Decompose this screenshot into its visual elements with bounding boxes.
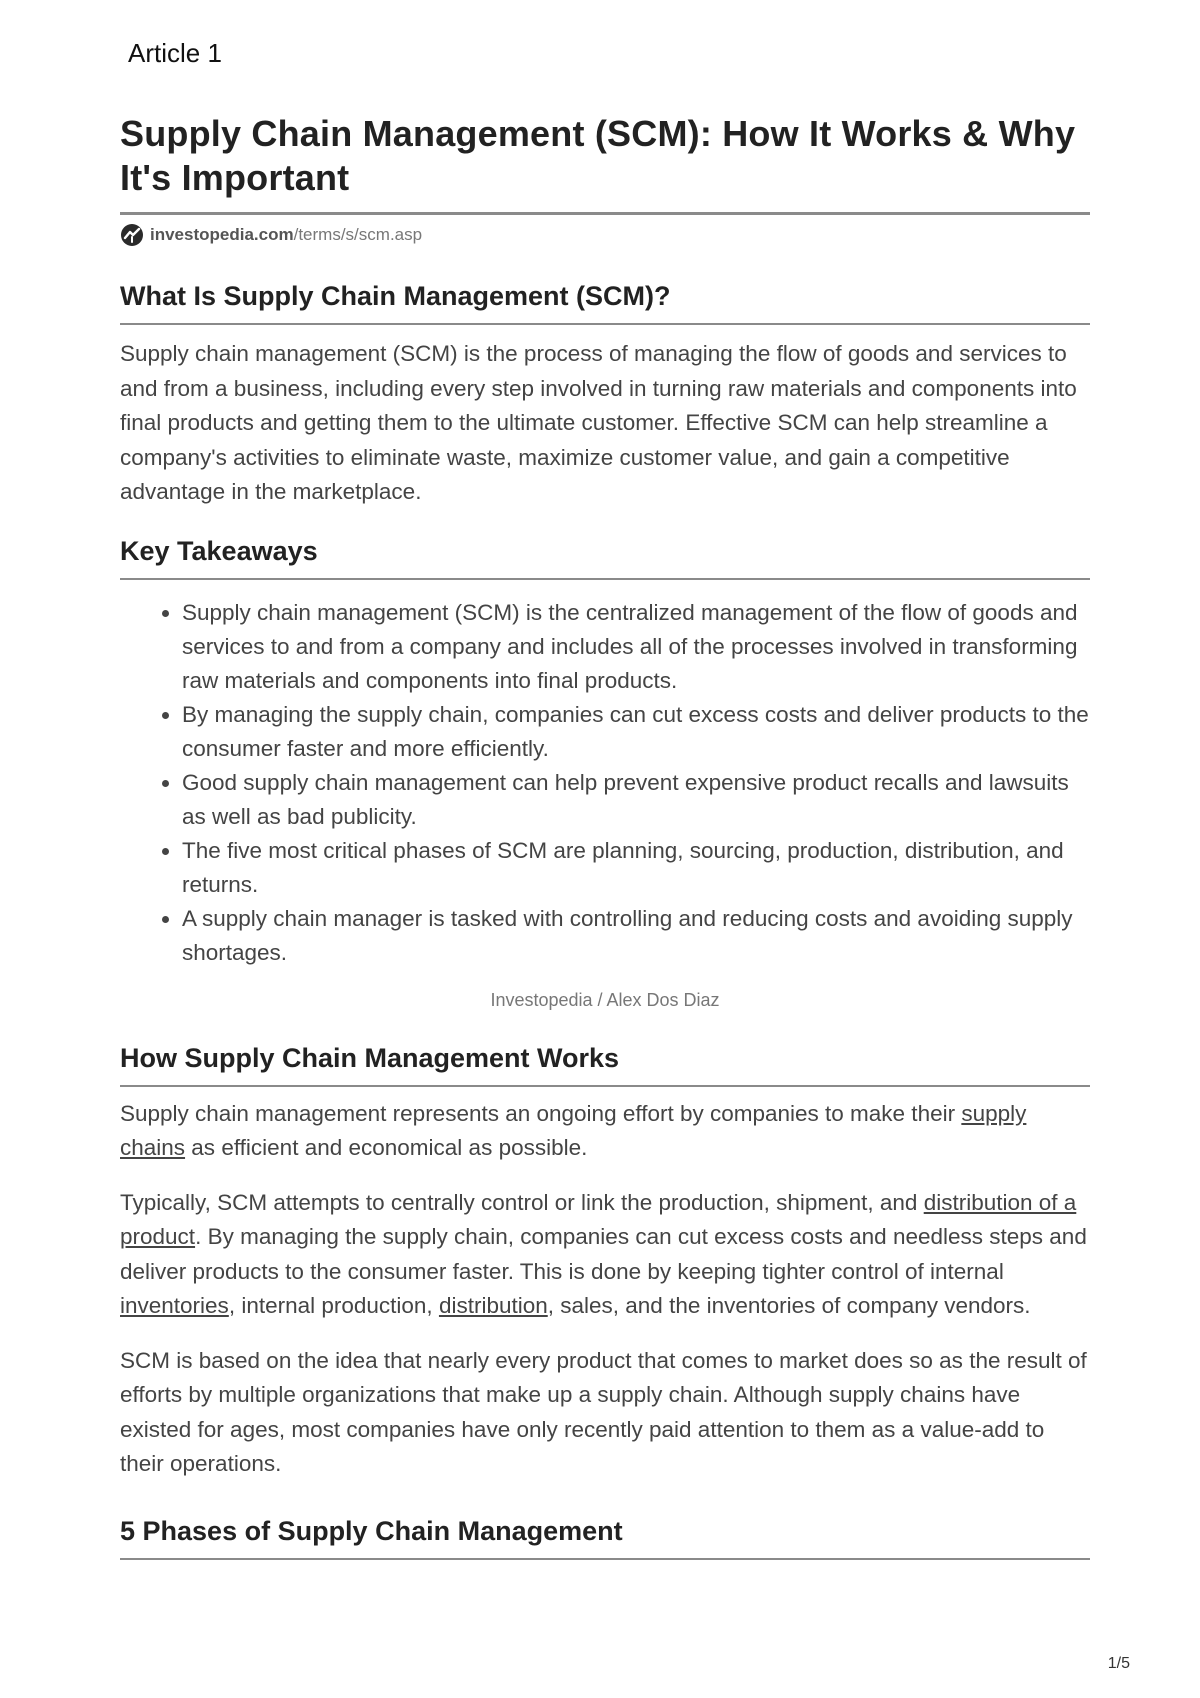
link-distribution-of-a-product[interactable]: distribution of a product (120, 1189, 1077, 1249)
section-heading-what-is: What Is Supply Chain Management (SCM)? (120, 281, 671, 311)
section-heading-how-it-works: How Supply Chain Management Works (120, 1042, 620, 1073)
page-title: Supply Chain Management (SCM): How It Works & Why It's Important (120, 113, 1076, 198)
how-it-works-paragraph-2 (120, 1186, 1090, 1324)
section-divider (120, 323, 1090, 325)
text-run: Supply chain management represents an ongoing effort by companies to make their (120, 1100, 962, 1126)
list-item: • A supply chain manager is tasked with controlling and reducing costs and avoiding supply shortages. (182, 902, 1090, 970)
article-label: Article 1 (128, 38, 222, 68)
section-key-takeaways (120, 534, 1090, 1011)
image-caption: Investopedia / Alex Dos Diaz (490, 989, 720, 1010)
section-divider (120, 578, 1090, 580)
list-item: • Supply chain management (SCM) is the centralized management of the flow of goods and services to and from a company and includes all of the processes involved in transforming raw materials and components into final products. (182, 596, 1090, 698)
page-number: 1/5 (1107, 1655, 1130, 1672)
text-run: , internal production, (228, 1293, 439, 1318)
text-run: , sales, and the inventories of company vendors. (547, 1293, 1031, 1318)
source-link[interactable] (120, 223, 1090, 247)
section-what-is (120, 279, 1090, 510)
section-divider (120, 1085, 1090, 1087)
article-page (120, 112, 1090, 1560)
link-distribution[interactable]: distribution (438, 1293, 548, 1318)
list-item: • By managing the supply chain, companies can cut excess costs and deliver products to the consumer faster and more efficiently. (182, 698, 1090, 766)
section-heading-phases: 5 Phases of Supply Chain Management (120, 1515, 623, 1546)
text-run: . By managing the supply chain, companies can cut excess costs and needless steps and deliver products to the consumer faster. This is done by keeping tighter control of internal (120, 1224, 1087, 1284)
link-supply-chains[interactable]: supply chains (120, 1100, 1027, 1160)
section-how-it-works (120, 1041, 1090, 1482)
text-run: Typically, SCM attempts to centrally control or link the production, shipment, and (120, 1189, 924, 1215)
text-run: as efficient and economical as possible. (185, 1135, 588, 1160)
section-phases (120, 1514, 1090, 1560)
how-it-works-paragraph-3: SCM is based on the idea that nearly every product that comes to market does so as the result of efforts by multiple organizations that make up a supply chain. Although supply chains have existed for ages, most companies have only recently paid attention to them as a value-add to their operations. (120, 1347, 1087, 1476)
source-path[interactable]: /terms/s/scm.asp (293, 225, 423, 244)
how-it-works-paragraph-1 (120, 1097, 1090, 1166)
what-is-paragraph: Supply chain management (SCM) is the process of managing the flow of goods and services to and from a business, including every step involved in turning raw materials and components into final products and getting them to the ultimate customer. Effective SCM can help streamline a company's activities to eliminate waste, maximize customer value, and gain a competitive advantage in the marketplace. (120, 341, 1077, 504)
section-divider (120, 1558, 1090, 1560)
list-item: • Good supply chain management can help prevent expensive product recalls and lawsuits as well as bad publicity. (182, 766, 1090, 834)
link-inventories[interactable]: inventories (120, 1293, 229, 1318)
list-item: • The five most critical phases of SCM are planning, sourcing, production, distribution, and returns. (182, 834, 1090, 902)
key-takeaways-list (120, 596, 1090, 970)
title-divider (120, 212, 1090, 215)
section-heading-key-takeaways: Key Takeaways (120, 535, 318, 566)
investopedia-logo-icon (120, 223, 144, 247)
source-domain[interactable]: investopedia.com (150, 225, 294, 244)
